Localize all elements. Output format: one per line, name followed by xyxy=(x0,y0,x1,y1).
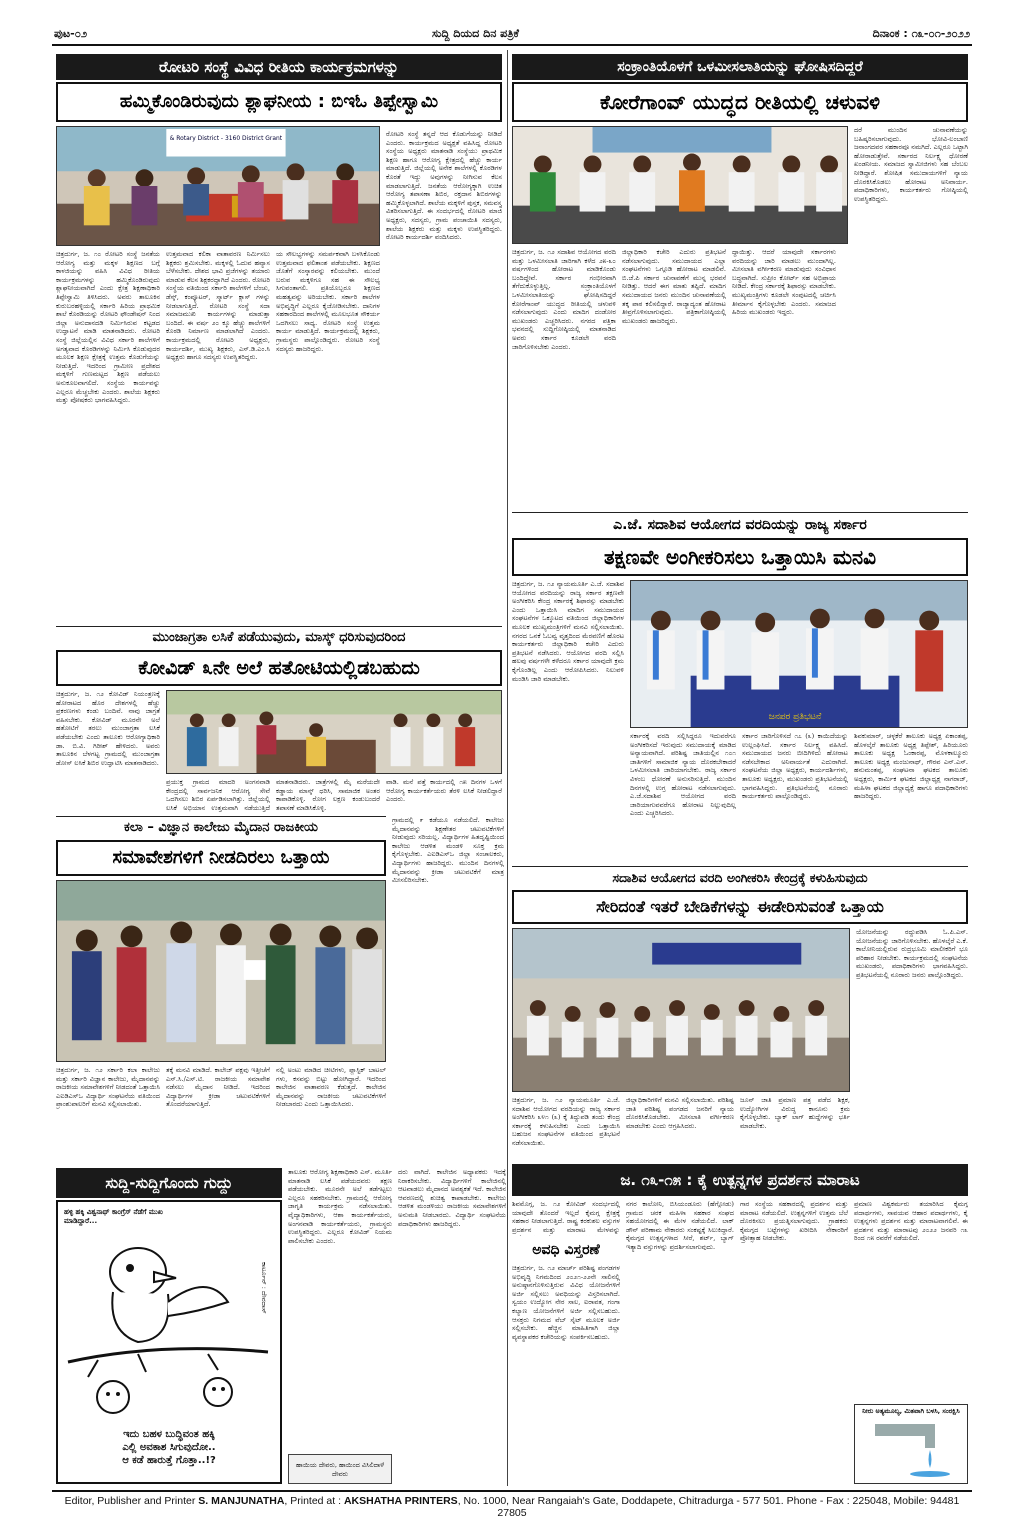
sadashiva2-photo xyxy=(512,928,850,1092)
covid-column-2: ಪ್ರಯುಕ್ತ ಗ್ರಾಮದ ಮಾದರಿ ಅಂಗನವಾಡಿ ಕೇಂದ್ರದಲ್ಲಿ ಸಾರ್ವಜನಿಕ ಆರೋಗ್ಯ ಸೇವೆ ಒದಗಿಸಲು ಶಿಬಿರ ಏರ್ಪಡಿಸಲಾಗಿತ್ತು. ಜಿಲ್ಲೆಯಲ್ಲಿ ಲಸಿಕೆ ಅಭಿಯಾನ ಉತ್ತಮವಾಗಿ ನಡೆಯುತ್ತಿದೆ xyxy=(166,778,270,812)
exhibition-column-4: ಪ್ರಮಾಣ ವಿಶ್ವಕರ್ಮರು ತಯಾರಿಸಿದ ಕೈಮಗ್ಗ ಪದಾರ್ಥಗಳು, ಸಾವಯವ ಆಹಾರ ಪದಾರ್ಥಗಳು, ಕೈ ಉತ್ಪನ್ನಗಳು ಪ್ರದರ್ಶನ ಮತ್ತು ಮಾರಾಟವಾಗಲಿವೆ. ಈ ಪ್ರದರ್ಶನ ಮತ್ತು ಮಾರಾಟವು ೨೦೨೨ ಜನವರಿ ೧೩ ರಿಂದ ೧೫ ರವರೆಗೆ ನಡೆಯಲಿದೆ. xyxy=(854,1200,968,1243)
cartoon-speech: ಹಳ್ಳಿ ಹಕ್ಕಿ ವಿಶ್ವನಾಥ್ ಕಾಂಗ್ರೆಸ್ ನೆಡೆಗೆ ಮುಖ ಮಾಡಿದ್ದಾರೆ... xyxy=(64,1208,163,1225)
sadashiva2-headline-1: ಸದಾಶಿವ ಆಯೋಗದ ವರದಿ ಅಂಗೀಕರಿಸಿ ಕೇಂದ್ರಕ್ಕೆ ಕಳುಹಿಸುವುದು xyxy=(512,866,968,888)
sadashiva1-headline-2: ತಕ್ಷಣವೇ ಅಂಗೀಕರಿಸಲು ಒತ್ತಾಯಿಸಿ ಮನವಿ xyxy=(512,538,968,576)
column-rule xyxy=(507,50,508,1486)
page-masthead xyxy=(52,24,972,46)
water-tap-icon xyxy=(855,1418,968,1478)
water-ad-text: ನೀರು ಅತ್ಯಮೂಲ್ಯ, ಮಿತವಾಗಿ ಬಳಸಿ, ಸಂರಕ್ಷಿಸಿ xyxy=(862,1407,960,1415)
imprint-printed-label: , Printed at : xyxy=(284,1495,344,1507)
exhibition-column-2: ನಗರ ಕಾಲೋನಿ, ಬಿಸಿಯಂಡೂರು (ಹೆಗ್ಗೋಡು) ಗ್ರಾಮದ ಚರಕ ಮಹಿಳಾ ಸಹಕಾರ ಸಂಘದ ಸಹಯೋಗದಲ್ಲಿ ಈ ಮೇಳ ನಡೆಯಲಿದೆ. ಲಾಕ್ ಡೌನ್ ಪರಿಣಾಮ ನೇಕಾರರು ಸಂಕಷ್ಟಕ್ಕೆ ಸಿಲುಕಿದ್ದಾರೆ. ಕೈಮಗ್ಗದ ಉತ್ಪನ್ನಗಳಾದ ಸೀರೆ, ಶರ್ಟ್, ಬ್ಯಾಗ್ ಇತ್ಯಾದಿ ವಸ್ತುಗಳನ್ನು ಪ್ರದರ್ಶಿಸಲಾಗುವುದು. xyxy=(626,1200,734,1251)
rotary-photo xyxy=(56,126,380,246)
rotary-headline-2: ಹಮ್ಮಿಕೊಂಡಿರುವುದು ಶ್ಲಾಘನೀಯ : ಬಿಇಓ ತಿಪ್ಪೇಸ್ವಾಮಿ xyxy=(56,82,502,122)
cartoon-artist: ಕಾರ್ಟೂನ್ : ದೇವದಾಸ್ xyxy=(260,1262,268,1314)
college-headline-1: ಕಲಾ – ವಿಜ್ಞಾನ ಕಾಲೇಜು ಮೈದಾನ ರಾಜಕೀಯ xyxy=(56,816,386,838)
imprint-prefix: Editor, Publisher and Printer xyxy=(64,1495,199,1507)
koregaon-column-4: ದರೆ ಮುಂದಿನ ಚುನಾವಣೆಯನ್ನು ಬಹಿಷ್ಕರಿಸಲಾಗುವುದು. ಭೋವಿ-ಲಂಬಾಣಿ ಜನಾಂಗದವರ ಸಹಕಾರವೂ ನಮಗಿದೆ. ಎಲ್ಲರೂ ಒಟ್ಟಾಗಿ ಹೋರಾಡುತ್ತೇವೆ. ಸರ್ಕಾರದ ನಿರ್ಲಕ್ಷ್ಯ ಧೋರಣೆ ಖಂಡನೀಯ. ಸಮಾಜದ ಸ್ವಾಮೀಜಿಗಳು ಸಹ ಬೆಂಬಲ ನೀಡಿದ್ದಾರೆ. ಶೋಷಿತ ಸಮುದಾಯಗಳಿಗೆ ನ್ಯಾಯ ದೊರಕಿಸಿಕೊಡಲು ಹೋರಾಟ ಅನಿವಾರ್ಯ. ಪದಾಧಿಕಾರಿಗಳು, ಕಾರ್ಯಕರ್ತರು ಗೋಷ್ಠಿಯಲ್ಲಿ ಉಪಸ್ಥಿತರಿದ್ದರು. xyxy=(854,126,968,203)
issue-date: ದಿನಾಂಕ : ೧೩-೦೧-೨೦೨೨ xyxy=(872,27,970,40)
newspaper-page xyxy=(52,50,972,1486)
page-number: ಪುಟ-೦೨ xyxy=(54,27,88,40)
college-column-3: ನಲ್ಲಿ ಅಂಟು ಮಾಡಿದ ಚೀಟಿಗಳು, ಪ್ಲಾಸ್ಟಿಕ್ ಬಾಟಲ್ ಗಳು, ಕಸವನ್ನು ಬಿಟ್ಟು ಹೋಗಿದ್ದಾರೆ. ಇದರಿಂದ ಕಾಲೇಜಿನ ವಾತಾವರಣ ಕೆಡುತ್ತದೆ. ಕಾಲೇಜಿನ ಮೈದಾನವನ್ನು ರಾಜಕೀಯ ಚಟುವಟಿಕೆಗಳಿಗೆ ನೀಡಬಾರದು ಎಂದು ಒತ್ತಾಯಿಸಿದರು. xyxy=(276,1066,386,1109)
college-photo xyxy=(56,880,386,1062)
rotary-column-4: ರೋಟರಿ ಸಂಸ್ಥೆ ತನ್ನದೆ ಆದ ಕೊಡುಗೆಯನ್ನು ನೀಡಿದೆ ಎಂದರು. ಕಾರ್ಯಕ್ರಮದ ಅಧ್ಯಕ್ಷತೆ ವಹಿಸಿದ್ದ ರೋಟರಿ ಸಂಸ್ಥೆಯ ಅಧ್ಯಕ್ಷರು ಮಾತನಾಡಿ ಸಂಸ್ಥೆಯು ಪ್ರಾಥಮಿಕ ಶಿಕ್ಷಣ ಹಾಗೂ ಆರೋಗ್ಯ ಕ್ಷೇತ್ರದಲ್ಲಿ ಹೆಚ್ಚು ಕಾರ್ಯ ಮಾಡುತ್ತಿದೆ. ಜಿಲ್ಲೆಯಲ್ಲಿ ಅನೇಕ ಶಾಲೆಗಳಲ್ಲಿ ಕೊಠಡಿಗಳ ಕೊರತೆ ಇದ್ದು ಅವುಗಳನ್ನು ನೀಗಿಸುವ ಕೆಲಸ ಮಾಡಲಾಗುತ್ತಿದೆ. ಜನತೆಯ ಆರೋಗ್ಯಕ್ಕಾಗಿ ಉಚಿತ ಆರೋಗ್ಯ ತಪಾಸಣಾ ಶಿಬಿರ, ರಕ್ತದಾನ ಶಿಬಿರಗಳನ್ನು ಹಮ್ಮಿಕೊಳ್ಳಲಾಗಿದೆ. ಶಾಲೆಯ ಮಕ್ಕಳಿಗೆ ಪುಸ್ತಕ, ಸಮವಸ್ತ್ರ ವಿತರಿಸಲಾಗುತ್ತಿದೆ. ಈ ಸಂದರ್ಭದಲ್ಲಿ ರೋಟರಿ ಮಾಜಿ ಅಧ್ಯಕ್ಷರು, ಸದಸ್ಯರು, ಗ್ರಾಮ ಪಂಚಾಯಿತಿ ಸದಸ್ಯರು, ಶಾಲೆಯ ಶಿಕ್ಷಕರು ಮತ್ತು ಮಕ್ಕಳು ಉಪಸ್ಥಿತರಿದ್ದರು. ರೋಟರಿ ಕಾರ್ಯದರ್ಶಿ ವಂದಿಸಿದರು. xyxy=(386,130,502,242)
sadashiva1-photo xyxy=(630,580,968,728)
sadashiva1-column-1: ಚಿತ್ರದುರ್ಗ, ಜ. ೧೨ ನ್ಯಾಯಮೂರ್ತಿ ಎ.ಜೆ. ಸದಾಶಿವ ಆಯೋಗದ ವರದಿಯನ್ನು ರಾಜ್ಯ ಸರ್ಕಾರ ತಕ್ಷಣವೇ ಅಂಗೀಕರಿಸಿ ಕೇಂದ್ರ ಸರ್ಕಾರಕ್ಕೆ ಶಿಫಾರಸ್ಸು ಮಾಡಬೇಕು ಎಂದು ಒತ್ತಾಯಿಸಿ ಮಾದಿಗ ಸಮುದಾಯದ ಸಂಘಟನೆಗಳ ಒಕ್ಕೂಟದ ವತಿಯಿಂದ ಜಿಲ್ಲಾಧಿಕಾರಿಗಳ ಮೂಲಕ ಮುಖ್ಯಮಂತ್ರಿಗಳಿಗೆ ಮನವಿ ಸಲ್ಲಿಸಲಾಯಿತು. ನಗರದ ಒನಕೆ ಓಬವ್ವ ವೃತ್ತದಿಂದ ಮೆರವಣಿಗೆ ಹೊರಟ ಕಾರ್ಯಕರ್ತರು ಜಿಲ್ಲಾಧಿಕಾರಿ ಕಚೇರಿ ಎದುರು ಪ್ರತಿಭಟನೆ ನಡೆಸಿದರು. ಆಯೋಗದ ವರದಿ ಸಲ್ಲಿಸಿ ಹಲವು ವರ್ಷಗಳೇ ಕಳೆದರೂ ಸರ್ಕಾರ ಯಾವುದೇ ಕ್ರಮ ಕೈಗೊಂಡಿಲ್ಲ ಎಂದು ಆರೋಪಿಸಿದರು. ನಿಲುವಳಿ ಮಂಡಿಸಿ ಜಾರಿ ಮಾಡಬೇಕು. xyxy=(512,580,624,683)
cartoon-drawing xyxy=(58,1232,280,1422)
cartoon-caption-line-1: ಇದು ಬಹಳ ಬುದ್ಧಿವಂತ ಹಕ್ಕಿ xyxy=(123,1429,215,1440)
college-column-4: ಗ್ರಾಮದಲ್ಲಿ ೯ ಕಡೆಯೂ ನಡೆಯಲಿದೆ. ಕಾಲೇಜು ಮೈದಾನವನ್ನು ಶಿಕ್ಷಣೇತರ ಚಟುವಟಿಕೆಗಳಿಗೆ ನೀಡುವುದು ಸರಿಯಲ್ಲ. ವಿದ್ಯಾರ್ಥಿಗಳ ಹಿತದೃಷ್ಟಿಯಿಂದ ಕಾಲೇಜು ಆಡಳಿತ ಮಂಡಳಿ ಸೂಕ್ತ ಕ್ರಮ ಕೈಗೊಳ್ಳಬೇಕು. ಎಐಡಿಎಸ್ಒ ಜಿಲ್ಲಾ ಸಂಚಾಲಕರು, ವಿದ್ಯಾರ್ಥಿಗಳು ಹಾಜರಿದ್ದರು. ಮುಂದಿನ ದಿನಗಳಲ್ಲಿ ಮೈದಾನವನ್ನು ಕ್ರೀಡಾ ಚಟುವಟಿಕೆಗೆ ಮಾತ್ರ ಮೀಸಲಿರಿಸಬೇಕು. xyxy=(392,816,504,885)
cartoon-title: ಸುದ್ದಿ-ಸುದ್ದಿಗೊಂದು ಗುದ್ದು xyxy=(56,1168,282,1198)
rotary-column-1: ಚಿತ್ರದುರ್ಗ, ಜ. ೧೦ ರೋಟರಿ ಸಂಸ್ಥೆ ಜನತೆಯ ಆರೋಗ್ಯ ಮತ್ತು ಮಕ್ಕಳ ಶಿಕ್ಷಣದ ಬಗ್ಗೆ ಕಾಳಜಿಯನ್ನು ವಹಿಸಿ ವಿವಿಧ ರೀತಿಯ ಕಾರ್ಯಕ್ರಮಗಳನ್ನು ಹಮ್ಮಿಕೊಂಡಿರುವುದು ಶ್ಲಾಘನೀಯವಾಗಿದೆ ಎಂದು ಕ್ಷೇತ್ರ ಶಿಕ್ಷಣಾಧಿಕಾರಿ ತಿಪ್ಪೇಸ್ವಾಮಿ ತಿಳಿಸಿದರು. ಅವರು ತಾಲೂಕಿನ ಕುರುಬರಹಳ್ಳಿಯಲ್ಲಿ ಸರ್ಕಾರಿ ಹಿರಿಯ ಪ್ರಾಥಮಿಕ ಶಾಲೆ ಕೊಠಡಿಯನ್ನು ರೋಟರಿ ಫೌಂಡೇಷನ್ ನಿಂದ ಜಿಲ್ಲಾ ಅನುದಾನದಡಿ ನಿರ್ಮಿಸಿರುವ ಕಟ್ಟಡದ ಉದ್ಘಾಟನೆ ಮಾಡಿ ಮಾತನಾಡಿದರು. ರೋಟರಿ ಸಂಸ್ಥೆ ಜಿಲ್ಲೆಯಲ್ಲಿನ ವಿವಿಧ ಸರ್ಕಾರಿ ಶಾಲೆಗಳಿಗೆ ಅಗತ್ಯವಾದ ಕೊಠಡಿಗಳನ್ನು ನಿರ್ಮಿಸಿ ಕೊಡುವುದರ ಮೂಲಕ ಶಿಕ್ಷಣ ಕ್ಷೇತ್ರಕ್ಕೆ ಉತ್ತಮ ಕೊಡುಗೆಯನ್ನು ನೀಡುತ್ತಿದೆ. ಇದರಿಂದ ಗ್ರಾಮೀಣ ಪ್ರದೇಶದ ಮಕ್ಕಳಿಗೆ ಗುಣಮಟ್ಟದ ಶಿಕ್ಷಣ ಪಡೆಯಲು ಅನುಕೂಲವಾಗಲಿದೆ. ಸಂಸ್ಥೆಯ ಕಾರ್ಯವನ್ನು ಎಲ್ಲರೂ ಮೆಚ್ಚಬೇಕು ಎಂದರು. ಶಾಲೆಯ ಶಿಕ್ಷಕರು ಮತ್ತು ಪೋಷಕರು ಭಾಗವಹಿಸಿದ್ದರು. xyxy=(56,250,160,405)
cartoon-caption-line-2: ಎಲ್ಲಿ ಅವಕಾಶ ಸಿಗುವುದೋ.. xyxy=(122,1442,216,1453)
exhibition-column-3: ಗಾರ ಸಂಸ್ಥೆಯ ಸಹಕಾರದಲ್ಲಿ ಪ್ರದರ್ಶನ ಮತ್ತು ಮಾರಾಟ ನಡೆಯಲಿದೆ. ಉತ್ಪನ್ನಗಳಿಗೆ ಉತ್ತಮ ಬೆಲೆ ದೊರಕಿಸಲು ಪ್ರಯತ್ನಿಸಲಾಗುವುದು. ಗ್ರಾಹಕರು ಕೈಮಗ್ಗದ ಬಟ್ಟೆಗಳನ್ನು ಖರೀದಿಸಿ ನೇಕಾರರಿಗೆ ಪ್ರೋತ್ಸಾಹ ನೀಡಬೇಕು. xyxy=(740,1200,848,1243)
covid-column-1: ಚಿತ್ರದುರ್ಗ, ಜ. ೧೨ ಕೋವಿಡ್ ನಿಯಂತ್ರಣಕ್ಕೆ ಹೋರಾಟದ ಹೊರ ದೇಶಗಳಲ್ಲಿ ಹೆಚ್ಚು ಪ್ರಕರಣಗಳು ಕಂಡು ಬಂದಿವೆ. ನಾವು ಜಾಗ್ರತೆ ವಹಿಸಬೇಕು. ಕೋವಿಡ್ ಮೂರನೇ ಅಲೆ ಹತೋಟಿಗೆ ತರಲು ಮುಂಜಾಗ್ರತಾ ಲಸಿಕೆ ಪಡೆಯಬೇಕು ಎಂದು ತಾಲೂಕು ಆರೋಗ್ಯಾಧಿಕಾರಿ ಡಾ. ಬಿ.ವಿ. ಗಿರೀಶ್ ಹೇಳಿದರು. ಅವರು ತಾಲೂಕಿನ ಬೆಳಗಟ್ಟ ಗ್ರಾಮದಲ್ಲಿ ಮುಂಜಾಗ್ರತಾ ಡೋಸ್ ಲಸಿಕೆ ಶಿಬಿರ ಉದ್ಘಾಟಿಸಿ ಮಾತನಾಡಿದರು. xyxy=(56,690,160,767)
covid-headline-2: ಕೋವಿಡ್ ೩ನೇ ಅಲೆ ಹತೋಟಿಯಲ್ಲಿಡಬಹುದು xyxy=(56,650,502,686)
avadhi-body: ಚಿತ್ರದುರ್ಗ, ಜ. ೧೨ ಮಾರ್ಚ್ ಪರಿಶಿಷ್ಟ ಪಂಗಡಗಳ ಅಭಿವೃದ್ಧಿ ನಿಗಮದಿಂದ ೨೦೨೧-೨೨ನೇ ಸಾಲಿನಲ್ಲಿ ಅನುಷ್ಠಾನಗೊಳಿಸುತ್ತಿರುವ ವಿವಿಧ ಯೋಜನೆಗಳಿಗೆ ಅರ್ಜಿ ಸಲ್ಲಿಸಲು ಅವಧಿಯನ್ನು ವಿಸ್ತರಿಸಲಾಗಿದೆ. ಸ್ವಯಂ ಉದ್ಯೋಗ ನೇರ ಸಾಲ, ಐರಾವತ, ಗಂಗಾ ಕಲ್ಯಾಣ ಯೋಜನೆಗಳಿಗೆ ಅರ್ಜಿ ಸಲ್ಲಿಸಬಹುದು. ಆಸಕ್ತರು ನಿಗಮದ ವೆಬ್ ಸೈಟ್ ಮೂಲಕ ಅರ್ಜಿ ಸಲ್ಲಿಸಬೇಕು. ಹೆಚ್ಚಿನ ಮಾಹಿತಿಗಾಗಿ ಜಿಲ್ಲಾ ವ್ಯವಸ್ಥಾಪಕರ ಕಚೇರಿಯನ್ನು ಸಂಪರ್ಕಿಸಬಹುದು. xyxy=(512,1264,620,1341)
college-headline-2: ಸಮಾವೇಶಗಳಿಗೆ ನೀಡದಿರಲು ಒತ್ತಾಯ xyxy=(56,840,386,876)
paper-name: ಸುದ್ದಿ ದಿಯದ ದಿನ ಪತ್ರಿಕೆ xyxy=(432,27,519,40)
rotary-column-2: ಉತ್ತಮವಾದ ಕಲಿಕಾ ವಾತಾವರಣ ನಿರ್ಮಿಸಲು ಶಿಕ್ಷಕರು ಶ್ರಮಿಸಬೇಕು. ಮಕ್ಕಳಲ್ಲಿ ಓದುವ ಹವ್ಯಾಸ ಬೆಳೆಸಬೇಕು. ದೇಶದ ಭಾವಿ ಪ್ರಜೆಗಳನ್ನು ತಯಾರು ಮಾಡುವ ಕೆಲಸ ಶಿಕ್ಷಕರದ್ದಾಗಿದೆ ಎಂದರು. ರೋಟರಿ ಸಂಸ್ಥೆಯ ವತಿಯಿಂದ ಸರ್ಕಾರಿ ಶಾಲೆಗಳಿಗೆ ಬೆಂಚು, ಡೆಸ್ಕ್, ಕಂಪ್ಯೂಟರ್, ಸ್ಮಾರ್ಟ್ ಕ್ಲಾಸ್ ಗಳನ್ನು ನೀಡಲಾಗುತ್ತಿದೆ. ರೋಟರಿ ಸಂಸ್ಥೆ ಸದಾ ಸಮಾಜಮುಖಿ ಕಾರ್ಯಗಳನ್ನು ಮಾಡುತ್ತಾ ಬಂದಿದೆ. ಈ ವರ್ಷ ೨೦ ಕ್ಕೂ ಹೆಚ್ಚು ಶಾಲೆಗಳಿಗೆ ಕೊಠಡಿ ನಿರ್ಮಾಣ ಮಾಡಲಾಗಿದೆ ಎಂದರು. ಕಾರ್ಯಕ್ರಮದಲ್ಲಿ ರೋಟರಿ ಅಧ್ಯಕ್ಷರು, ಕಾರ್ಯದರ್ಶಿ, ಮುಖ್ಯ ಶಿಕ್ಷಕರು, ಎಸ್.ಡಿ.ಎಂ.ಸಿ ಅಧ್ಯಕ್ಷರು ಹಾಗೂ ಸದಸ್ಯರು ಉಪಸ್ಥಿತರಿದ್ದರು. xyxy=(166,250,270,362)
college-column-2: ತಕ್ಕೆ ಮನವಿ ಮಾಡಿದೆ. ಕಾಲೇಜ್ ಪಕ್ಷವು ಇತ್ತೀಚೆಗೆ ಎಸ್.ಸಿ./ಎಸ್.ಟಿ. ರಾಜಕೀಯ ಸಮಾವೇಶ ನಡೆಸಲು ಮೈದಾನ ನೀಡಿದೆ. ಇದರಿಂದ ವಿದ್ಯಾರ್ಥಿಗಳ ಕ್ರೀಡಾ ಚಟುವಟಿಕೆಗಳಿಗೆ ತೊಂದರೆಯಾಗುತ್ತಿದೆ. xyxy=(166,1066,270,1109)
imprint-printer: AKSHATHA PRINTERS xyxy=(343,1495,458,1507)
rotary-banner: & Rotary District - 3160 District Grant xyxy=(169,134,283,142)
water-ad xyxy=(854,1404,968,1484)
cartoon-box xyxy=(56,1200,282,1484)
cartoon-caption xyxy=(58,1428,280,1467)
cartoon-caption-line-3: ಆ ಕಡೆ ಹಾರುತ್ತೆ ಗೊತ್ತಾ..!? xyxy=(122,1455,216,1466)
small-ad: ಹಾಯಿಯ ದೇವರು, ಹಾಯಿಂದ ವಿಸಿಲಿದಾಳೆ ದೇವರು xyxy=(288,1454,392,1484)
sadashiva1-column-3: ಸರ್ಕಾರ ಜಾರಿಗೊಳಿಸದೆ ೧೭ (೩) ಕಾಯಿದೆಯನ್ನು ಉಲ್ಲಂಘಿಸಿದೆ. ಸರ್ಕಾರ ನಿರ್ಲಕ್ಷ್ಯ ವಹಿಸಿದೆ. ಸಮುದಾಯದ ಜನರು ಬೀದಿಗಿಳಿದು ಹೋರಾಟ ನಡೆಸಬೇಕಾದ ಅನಿವಾರ್ಯತೆ ಎದುರಾಗಿದೆ. ಸಂಘಟನೆಯ ಜಿಲ್ಲಾ ಅಧ್ಯಕ್ಷರು, ಕಾರ್ಯದರ್ಶಿಗಳು, ತಾಲೂಕು ಅಧ್ಯಕ್ಷರು, ಮುಖಂಡರು ಪ್ರತಿಭಟನೆಯಲ್ಲಿ ಭಾಗವಹಿಸಿದ್ದರು. ಪ್ರತಿಭಟನೆಯಲ್ಲಿ ನೂರಾರು ಕಾರ್ಯಕರ್ತರು ಪಾಲ್ಗೊಂಡಿದ್ದರು. xyxy=(742,732,848,801)
sadashiva2-headline-2: ಸೇರಿದಂತೆ ಇತರೆ ಬೇಡಿಕೆಗಳನ್ನು ಈಡೇರಿಸುವಂತೆ ಒತ್ತಾಯ xyxy=(512,890,968,924)
college-continuation: ದರು ವಾಗಿದೆ. ಕಾಲೇಜಿನ ಅಧ್ಯಾಪಕರು ಇದಕ್ಕೆ ನಿರಾಕರಿಸಬೇಕು. ವಿದ್ಯಾರ್ಥಿಗಳಿಗೆ ಕಾಲೇಜಿನಲ್ಲಿ ಆಟವಾಡಲು ಮೈದಾನದ ಅವಶ್ಯಕತೆ ಇದೆ. ಕಾಲೇಜಿನ ಆವರಣದಲ್ಲಿ ಶುಚಿತ್ವ ಕಾಪಾಡಬೇಕು. ಕಾಲೇಜು ಆಡಳಿತ ಮಂಡಳಿಯು ರಾಜಕೀಯ ಸಮಾವೇಶಗಳಿಗೆ ಅನುಮತಿ ನೀಡಬಾರದು. ವಿದ್ಯಾರ್ಥಿ ಸಂಘಟನೆಯ ಪದಾಧಿಕಾರಿಗಳು ಹಾಜರಿದ್ದರು. xyxy=(398,1168,506,1228)
sadashiva2-column-1: ಚಿತ್ರದುರ್ಗ, ಜ. ೧೨ ನ್ಯಾಯಮೂರ್ತಿ ಎ.ಜೆ. ಸದಾಶಿವ ಆಯೋಗದ ವರದಿಯನ್ನು ರಾಜ್ಯ ಸರ್ಕಾರ ಅಂಗೀಕರಿಸಿ ೩೪೧ (೩) ಕ್ಕೆ ತಿದ್ದುಪಡಿ ತಂದು ಕೇಂದ್ರ ಸರ್ಕಾರಕ್ಕೆ ಕಳುಹಿಸಬೇಕು ಎಂದು ಒತ್ತಾಯಿಸಿ ಬಹುಜನ ಸಂಘಟನೆಗಳ ವತಿಯಿಂದ ಪ್ರತಿಭಟನೆ ನಡೆಸಲಾಯಿತು. xyxy=(512,1096,620,1147)
college-column-1: ಚಿತ್ರದುರ್ಗ, ಜ. ೧೨ ಸರ್ಕಾರಿ ಕಲಾ ಕಾಲೇಜು ಮತ್ತು ಸರ್ಕಾರಿ ವಿಜ್ಞಾನ ಕಾಲೇಜು, ಮೈದಾನವನ್ನು ರಾಜಕೀಯ ಸಮಾವೇಶಗಳಿಗೆ ನೀಡದಂತೆ ಒತ್ತಾಯಿಸಿ ಎಐಡಿಎಸ್ಒ ವಿದ್ಯಾರ್ಥಿ ಸಂಘಟನೆಯ ವತಿಯಿಂದ ಪ್ರಾಂಶುಪಾಲರಿಗೆ ಮನವಿ ಸಲ್ಲಿಸಲಾಯಿತು. xyxy=(56,1066,160,1109)
covid-continuation: ತಾಲೂಕು ಆರೋಗ್ಯ ಶಿಕ್ಷಣಾಧಿಕಾರಿ ಎಸ್. ಮೂರ್ತಿ ಮಾತನಾಡಿ ಲಸಿಕೆ ಪಡೆಯದವರು ತಕ್ಷಣ ಪಡೆಯಬೇಕು. ಮೂರನೇ ಅಲೆ ತಡೆಗಟ್ಟಲು ಎಲ್ಲರೂ ಸಹಕರಿಸಬೇಕು. ಗ್ರಾಮದಲ್ಲಿ ಆರೋಗ್ಯ ಜಾಗೃತಿ ಕಾರ್ಯಕ್ರಮ ನಡೆಸಲಾಯಿತು. ವೈದ್ಯಾಧಿಕಾರಿಗಳು, ಆಶಾ ಕಾರ್ಯಕರ್ತೆಯರು, ಅಂಗನವಾಡಿ ಕಾರ್ಯಕರ್ತೆಯರು, ಗ್ರಾಮಸ್ಥರು ಉಪಸ್ಥಿತರಿದ್ದರು. ಎಲ್ಲರೂ ಕೋವಿಡ್ ನಿಯಮ ಪಾಲಿಸಬೇಕು ಎಂದರು. xyxy=(288,1168,392,1245)
sadashiva1-banner: ಜನಪರ ಪ್ರತಿಭಟನೆ xyxy=(768,712,822,723)
rotary-column-3: ಯ ಸೌಲಭ್ಯಗಳನ್ನು ಸಮರ್ಪಕವಾಗಿ ಬಳಸಿಕೊಂಡು ಉತ್ತಮವಾದ ಫಲಿತಾಂಶ ಪಡೆಯಬೇಕು. ಶಿಕ್ಷಣದ ಜೊತೆಗೆ ಸಂಸ್ಕಾರವನ್ನು ಕಲಿಯಬೇಕು. ಮುಂದೆ ಬರುವ ಮಕ್ಕಳಿಗೂ ಸಹ ಈ ಸೌಲಭ್ಯ ಸಿಗುವಂತಾಗಲಿ. ಪ್ರತಿಯೊಬ್ಬರೂ ಶಿಕ್ಷಣದ ಮಹತ್ವವನ್ನು ಅರಿಯಬೇಕು. ಸರ್ಕಾರಿ ಶಾಲೆಗಳ ಅಭಿವೃದ್ಧಿಗೆ ಎಲ್ಲರೂ ಕೈಜೋಡಿಸಬೇಕು. ದಾನಿಗಳ ಸಹಕಾರದಿಂದ ಶಾಲೆಗಳಲ್ಲಿ ಮೂಲಭೂತ ಸೌಕರ್ಯ ಒದಗಿಸಲು ಸಾಧ್ಯ. ರೋಟರಿ ಸಂಸ್ಥೆ ಉತ್ತಮ ಕಾರ್ಯ ಮಾಡುತ್ತಿದೆ. ಕಾರ್ಯಕ್ರಮದಲ್ಲಿ ಶಿಕ್ಷಕರು, ಗ್ರಾಮಸ್ಥರು ಪಾಲ್ಗೊಂಡಿದ್ದರು. ರೋಟರಿ ಸಂಸ್ಥೆ ಸದಸ್ಯರು ಹಾಜರಿದ್ದರು. xyxy=(276,250,380,353)
koregaon-column-3: ದ್ದಾಯಿತ್ತು. ಆದರೆ ಯಾವುದೇ ಸರ್ಕಾರಗಳು ವರದಿಯನ್ನು ಜಾರಿ ಮಾಡಲು ಮುಂದಾಗಿಲ್ಲ. ಮೀಸಲಾತಿ ವರ್ಗೀಕರಣ ಮಾಡುವುದು ಸಂವಿಧಾನ ಬದ್ಧವಾಗಿದೆ. ಸುಪ್ರೀಂ ಕೋರ್ಟ್ ಸಹ ಅಭಿಪ್ರಾಯ ನೀಡಿದೆ. ಕೇಂದ್ರ ಸರ್ಕಾರಕ್ಕೆ ಶಿಫಾರಸ್ಸು ಮಾಡಬೇಕು. ಮುಖ್ಯಮಂತ್ರಿಗಳು ಕೂಡಲೇ ಸಂಪುಟದಲ್ಲಿ ಚರ್ಚಿಸಿ ತೀರ್ಮಾನ ಕೈಗೊಳ್ಳಬೇಕು ಎಂದರು. ಸಮಾಜದ ಹಿರಿಯ ಮುಖಂಡರು ಇದ್ದರು. xyxy=(732,248,836,317)
sadashiva2-column-4: ಯೋಜನೆಯನ್ನು ರದ್ದುಪಡಿಸಿ ಓ.ಪಿ.ಎಸ್. ಯೋಜನೆಯನ್ನು ಜಾರಿಗೊಳಿಸಬೇಕು. ಹೊಳಲ್ಕೆರೆ ಎ.ಕೆ. ಕಾಲೋನಿಯಲ್ಲಿರುವ ರುದ್ರಭೂಮಿ ಮಾಲೀಕರಿಗೆ ಭೂ ಪರಿಹಾರ ನೀಡಬೇಕು. ಕಾರ್ಯಕ್ರಮದಲ್ಲಿ ಸಂಘಟನೆಯ ಮುಖಂಡರು, ಪದಾಧಿಕಾರಿಗಳು ಭಾಗವಹಿಸಿದ್ದರು. ಪ್ರತಿಭಟನೆಯಲ್ಲಿ ನೂರಾರು ಜನರು ಪಾಲ್ಗೊಂಡಿದ್ದರು. xyxy=(856,928,968,979)
covid-column-4: ವಾಡಿ. ಮನೆ ಪತ್ತೆ ಕಾರ್ಯದಲ್ಲಿ ೧೫ ದಿನಗಳ ಒಳಗೆ ಆರೋಗ್ಯ ಕಾರ್ಯಕರ್ತೆಯರು ತೆರಳಿ ಲಸಿಕೆ ನೀಡಲಿದ್ದಾರೆ ಎಂದರು. xyxy=(386,778,502,804)
imprint-footer xyxy=(52,1490,972,1519)
avadhi-headline: ಅವಧಿ ವಿಸ್ತರಣೆ xyxy=(532,1242,600,1258)
sadashiva1-column-4: ಶಿವಕುಮಾರ್, ಚಳ್ಳಕೆರೆ ತಾಲೂಕು ಅಧ್ಯಕ್ಷ ಏಕಾಂತಪ್ಪ, ಹೊಳಲ್ಕೆರೆ ತಾಲೂಕು ಅಧ್ಯಕ್ಷ ತಿಪ್ಪೇಶ್, ಹಿರಿಯೂರು ತಾಲೂಕು ಅಧ್ಯಕ್ಷ ಓಂಕಾರಪ್ಪ, ಮೊಳಕಾಲ್ಮೂರು ತಾಲೂಕು ಅಧ್ಯಕ್ಷ ಮಂಜುನಾಥ್, ಗೌರವ ಎನ್.ಎಸ್. ಹನುಮಂತಪ್ಪ, ಸಂಘಟನಾ ಘಟಕದ ತಾಲೂಕು ಅಧ್ಯಕ್ಷರು, ಕಾರ್ಮಿಕ ಘಟಕದ ಜಿಲ್ಲಾಧ್ಯಕ್ಷ ನಾಗರಾಜ್, ಮಹಿಳಾ ಘಟಕದ ಜಿಲ್ಲಾಧ್ಯಕ್ಷೆ ಹಾಗೂ ಪದಾಧಿಕಾರಿಗಳು ಹಾಜರಿದ್ದರು. xyxy=(854,732,968,801)
imprint-editor: S. MANJUNATHA xyxy=(198,1495,285,1507)
koregaon-headline-1: ಸಂಕ್ರಾಂತಿಯೊಳಗೆ ಒಳಮೀಸಲಾತಿಯನ್ನು ಘೋಷಿಸದಿದ್ದರೆ xyxy=(512,54,968,80)
rotary-headline-1: ರೋಟರಿ ಸಂಸ್ಥೆ ವಿವಿಧ ರೀತಿಯ ಕಾರ್ಯಕ್ರಮಗಳನ್ನು xyxy=(56,54,502,80)
koregaon-column-2: ಜಿಲ್ಲಾಧಿಕಾರಿ ಕಚೇರಿ ಎದುರು ಪ್ರತಿಭಟನೆ ನಡೆಸಲಾಗುವುದು. ಸಮುದಾಯದ ಎಲ್ಲಾ ಸಂಘಟನೆಗಳು ಒಗ್ಗೂಡಿ ಹೋರಾಟ ಮಾಡಲಿವೆ. ಬಿ.ಜೆ.ಪಿ ಸರ್ಕಾರ ಚುನಾವಣೆಗೆ ಮುನ್ನ ಭರವಸೆ ನೀಡಿತ್ತು. ಆದರೆ ಈಗ ಮಾತು ತಪ್ಪಿದೆ. ಮಾದಿಗ ಸಮುದಾಯದ ಜನರು ಮುಂದಿನ ಚುನಾವಣೆಯಲ್ಲಿ ತಕ್ಕ ಪಾಠ ಕಲಿಸಲಿದ್ದಾರೆ. ರಾಜ್ಯಾದ್ಯಂತ ಹೋರಾಟ ತೀವ್ರಗೊಳಿಸಲಾಗುವುದು. ಪತ್ರಿಕಾಗೋಷ್ಠಿಯಲ್ಲಿ ಮುಖಂಡರು ಹಾಜರಿದ್ದರು. xyxy=(622,248,726,325)
covid-column-3: ಮಾತನಾಡಿದರು. ಜಾತ್ರೆಗಳಲ್ಲಿ ಮೈ ಮರೆಯದೇ ಕಡ್ಡಾಯ ಮಾಸ್ಕ್ ಧರಿಸಿ, ಸಾಮಾಜಿಕ ಅಂತರ ಕಾಪಾಡಿಕೊಳ್ಳಿ. ರೋಗ ಲಕ್ಷಣ ಕಂಡುಬಂದರೆ ತಪಾಸಣೆ ಮಾಡಿಸಿಕೊಳ್ಳಿ. xyxy=(276,778,380,812)
koregaon-photo xyxy=(512,126,848,244)
exhibition-headline: ಜ. ೧೩-೧೫ : ಕೈ ಉತ್ಪನ್ನಗಳ ಪ್ರದರ್ಶನ ಮಾರಾಟ xyxy=(512,1164,968,1196)
imprint-address: , No. 1000, Near Rangaiah's Gate, Doddapete, Chitradurga - 577 501. Phone - Fax : 225048, Mobile: 94481 27805 xyxy=(457,1495,960,1519)
sadashiva1-headline-1: ಎ.ಜೆ. ಸದಾಶಿವ ಆಯೋಗದ ವರದಿಯನ್ನು ರಾಜ್ಯ ಸರ್ಕಾರ xyxy=(512,512,968,536)
koregaon-headline-2: ಕೋರೆಗಾಂವ್ ಯುದ್ಧದ ರೀತಿಯಲ್ಲಿ ಚಳುವಳಿ xyxy=(512,82,968,122)
covid-headline-1: ಮುಂಜಾಗ್ರತಾ ಲಸಿಕೆ ಪಡೆಯುವುದು, ಮಾಸ್ಕ್ ಧರಿಸುವುದರಿಂದ xyxy=(56,626,502,648)
sadashiva2-column-3: ಜೂನ್ ಜಾತಿ ಪ್ರಮಾಣ ಪತ್ರ ಪಡೆದ ಶಿಕ್ಷಕ, ಉದ್ಯೋಗಿಗಳ ವಿರುದ್ಧ ಕಾನೂನು ಕ್ರಮ ಕೈಗೊಳ್ಳಬೇಕು. ಬ್ಯಾಕ್ ಲಾಗ್ ಹುದ್ದೆಗಳನ್ನು ಭರ್ತಿ ಮಾಡಬೇಕು. xyxy=(740,1096,850,1130)
sadashiva1-column-2: ಸರ್ಕಾರಕ್ಕೆ ವರದಿ ಸಲ್ಲಿಸಿದ್ದರೂ ಇದುವರೆಗೂ ಅಂಗೀಕರಿಸದೆ ಇರುವುದು ಸಮುದಾಯಕ್ಕೆ ಮಾಡಿದ ಅನ್ಯಾಯವಾಗಿದೆ. ಪರಿಶಿಷ್ಟ ಜಾತಿಯಲ್ಲಿನ ೧೦೧ ಜಾತಿಗಳಿಗೆ ಸಾಮಾಜಿಕ ನ್ಯಾಯ ದೊರಕಬೇಕಾದರೆ ಒಳಮೀಸಲಾತಿ ಜಾರಿಯಾಗಬೇಕು. ರಾಜ್ಯ ಸರ್ಕಾರ ವಿಳಂಬ ಧೋರಣೆ ಅನುಸರಿಸುತ್ತಿದೆ. ಮುಂದಿನ ದಿನಗಳಲ್ಲಿ ಉಗ್ರ ಹೋರಾಟ ನಡೆಸಲಾಗುವುದು. ಎ.ಜೆ.ಸದಾಶಿವ ಆಯೋಗದ ವರದಿ ಜಾರಿಯಾಗುವವರೆಗೂ ಹೋರಾಟ ನಿಲ್ಲುವುದಿಲ್ಲ ಎಂದು ಎಚ್ಚರಿಸಿದರು. xyxy=(630,732,736,818)
covid-photo xyxy=(166,690,502,774)
exhibition-column-1: ಶಿವಮೊಗ್ಗ, ಜ. ೧೨ ಕೋವಿಡ್ ಸಂದರ್ಭದಲ್ಲಿ ಯಾವುದೇ ತೊಂದರೆ ಇಲ್ಲದೆ ಕೈಮಗ್ಗ ಕ್ಷೇತ್ರಕ್ಕೆ ಸಹಕಾರ ನೀಡಲಾಗುತ್ತಿದೆ. ರಾಷ್ಟ್ರ ಕರಕುಶಲ ವಸ್ತುಗಳ ಪ್ರದರ್ಶನ ಮತ್ತು ಮಾರಾಟ ಮೇಳವನ್ನು xyxy=(512,1200,620,1234)
sadashiva2-column-2: ಜಿಲ್ಲಾಧಿಕಾರಿಗಳಿಗೆ ಮನವಿ ಸಲ್ಲಿಸಲಾಯಿತು. ಪರಿಶಿಷ್ಟ ಜಾತಿ ಪರಿಶಿಷ್ಟ ಪಂಗಡದ ಜನರಿಗೆ ನ್ಯಾಯ ದೊರಕಿಸಿಕೊಡಬೇಕು. ಮೀಸಲಾತಿ ವರ್ಗೀಕರಣ ಮಾಡಬೇಕು ಎಂದು ಆಗ್ರಹಿಸಿದರು. xyxy=(626,1096,734,1130)
koregaon-column-1: ಚಿತ್ರದುರ್ಗ, ಜ. ೧೨ ಸದಾಶಿವ ಆಯೋಗದ ವರದಿ ಮತ್ತು ಒಳಮೀಸಲಾತಿ ಜಾರಿಗಾಗಿ ಕಳೆದ ೨೫-೩೦ ವರ್ಷಗಳಿಂದ ಹೋರಾಟ ಮಾಡಿಕೊಂಡು ಬಂದಿದ್ದೇವೆ. ಸರ್ಕಾರ ಗಂಭೀರವಾಗಿ ತೆಗೆದುಕೊಳ್ಳುತ್ತಿಲ್ಲ. ಸಂಕ್ರಾಂತಿಯೊಳಗೆ ಒಳಮೀಸಲಾತಿಯನ್ನು ಘೋಷಿಸದಿದ್ದರೆ ಕೋರೆಗಾಂವ್ ಯುದ್ಧದ ರೀತಿಯಲ್ಲಿ ಚಳುವಳಿ ನಡೆಸಲಾಗುವುದು ಎಂದು ಮಾದಿಗ ದಂಡೋರ ಮುಖಂಡರು ಎಚ್ಚರಿಸಿದರು. ನಗರದ ಪತ್ರಿಕಾ ಭವನದಲ್ಲಿ ಸುದ್ದಿಗೋಷ್ಠಿಯಲ್ಲಿ ಮಾತನಾಡಿದ ಅವರು ಸರ್ಕಾರ ಕೂಡಲೇ ವರದಿ ಜಾರಿಗೊಳಿಸಬೇಕು ಎಂದರು. xyxy=(512,248,616,351)
